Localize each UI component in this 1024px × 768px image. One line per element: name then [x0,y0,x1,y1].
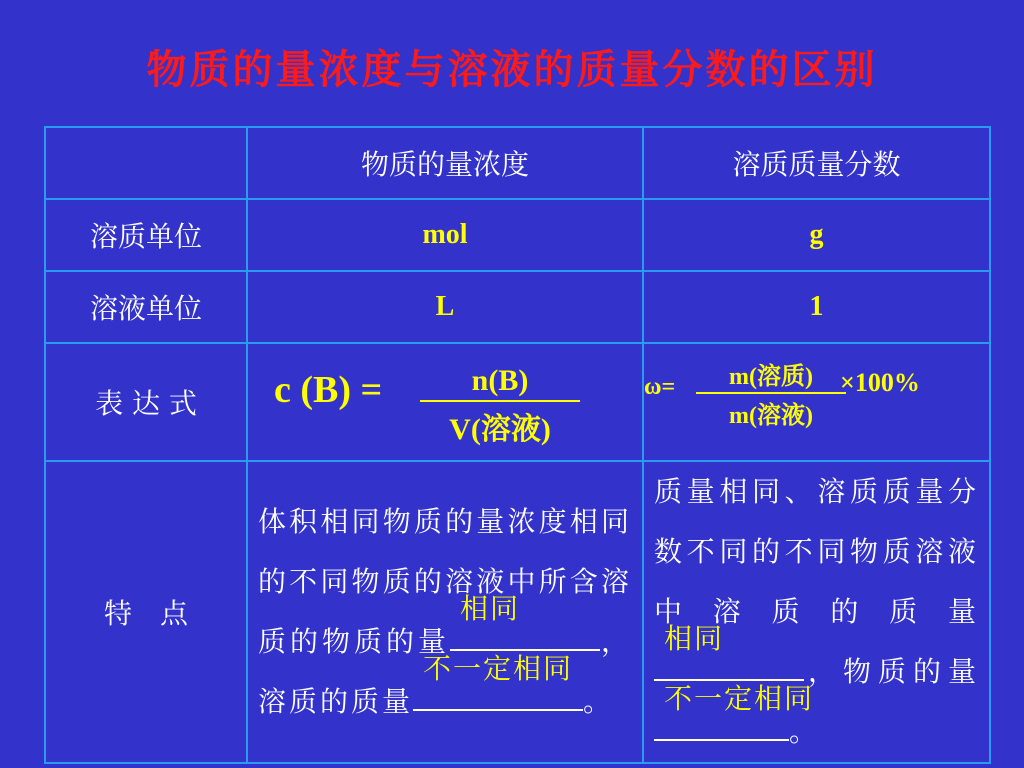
feature-molar-text2: ，溶质的质量 [258,625,632,718]
molar-formula-fraction [420,364,580,448]
answer-blank [654,682,815,741]
feature-molar-text [248,492,642,732]
answer-text: 不一定相同 [664,682,815,715]
table-header-row [45,127,990,199]
feature-molar-text3: 。 [583,685,615,718]
table-row-feature [45,461,990,763]
table-row-expression [45,343,990,461]
row-label-expression: 表 达 式 [45,343,247,461]
expression-molar [247,343,643,461]
expression-mass [643,343,990,461]
page-title: 物质的量浓度与溶液的质量分数的区别 [146,46,878,93]
mass-formula-fraction [696,356,846,430]
feature-molar [247,461,643,763]
header-cell-empty [45,127,247,199]
feature-mass-text [644,462,989,762]
comparison-table [44,126,991,764]
table-row-solution-unit [45,271,990,343]
molar-formula-numerator: n(B) [420,364,580,402]
header-mass-fraction: 溶质质量分数 [643,127,990,199]
feature-mass [643,461,990,763]
mass-formula-denominator: m(溶液) [729,403,813,429]
feature-mass-text2: ，物质的量 [804,655,979,688]
molar-formula-denominator: V(溶液) [449,413,551,446]
solution-unit-mass: 1 [643,271,990,343]
table-row-solute-unit [45,199,990,271]
row-label-solute-unit: 溶质单位 [45,199,247,271]
solute-unit-molar: mol [247,199,643,271]
answer-text: 相同 [459,592,520,625]
mass-formula-lhs: ω= [644,374,676,400]
header-molar-concentration: 物质的量浓度 [247,127,643,199]
feature-mass-text1: 质量相同、溶质质量分数不同的不同物质溶液中溶质的质量 [654,475,979,628]
solute-unit-mass: g [643,199,990,271]
row-label-feature: 特 点 [45,461,247,763]
molar-formula-lhs: c (B) = [274,369,383,411]
answer-text: 相同 [664,622,725,655]
answer-blank [413,652,583,711]
feature-molar-text1: 体积相同物质的量浓度相同的不同物质的溶液中所含溶质的物质的量 [258,505,632,658]
mass-formula-numerator: m(溶质) [696,356,846,394]
feature-mass-text3: 。 [789,715,821,748]
solution-unit-molar: L [247,271,643,343]
mass-formula-suffix: ×100% [840,368,920,397]
answer-text: 不一定相同 [423,652,574,685]
row-label-solution-unit: 溶液单位 [45,271,247,343]
